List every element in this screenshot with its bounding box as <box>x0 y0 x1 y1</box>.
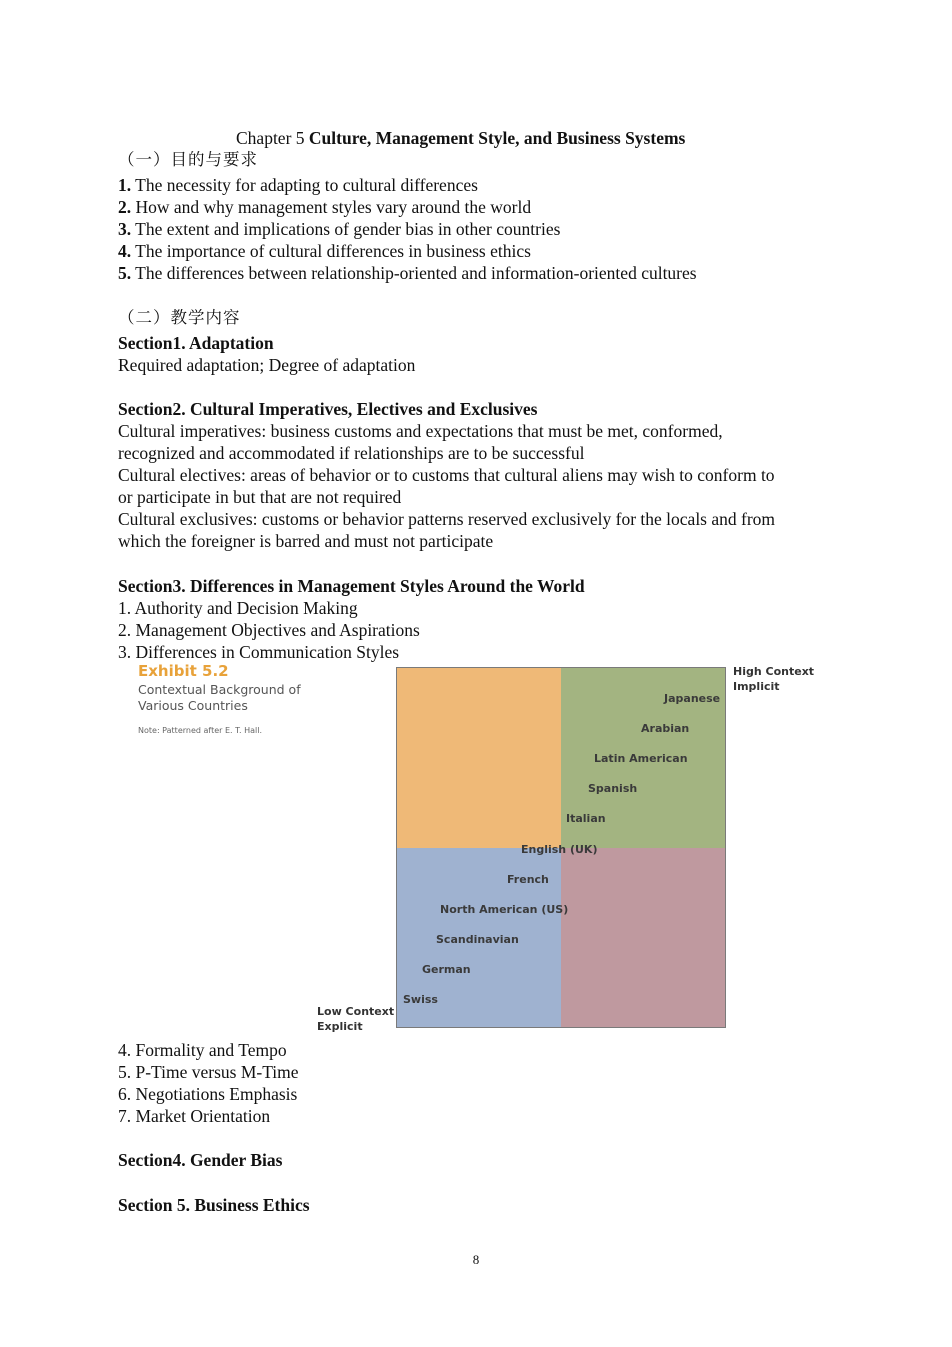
objective-num: 2. <box>118 197 132 217</box>
section2-line: Cultural imperatives: business customs and expectations that must be met, conformed, <box>118 421 723 441</box>
objective-text: The necessity for adapting to cultural differences <box>131 175 478 195</box>
section2-title: Section2. Cultural Imperatives, Electives and Exclusives <box>118 399 538 419</box>
implicit-text: Implicit <box>733 680 780 693</box>
page-number: 8 <box>472 1252 480 1267</box>
objective-text: The extent and implications of gender bias in other countries <box>131 219 561 239</box>
objective-num: 5. <box>118 263 132 283</box>
section3-item: 1. Authority and Decision Making <box>118 598 358 618</box>
section2-line: Cultural electives: areas of behavior or to customs that cultural aliens may wish to conform to <box>118 465 775 485</box>
section3-item: 7. Market Orientation <box>118 1106 271 1126</box>
objective-text: How and why management styles vary around the world <box>131 197 532 217</box>
section1-body: Required adaptation; Degree of adaptation <box>118 355 416 375</box>
section2-line: or participate in but that are not required <box>118 487 402 507</box>
objective-item <box>118 196 531 218</box>
country-label-arabian: Arabian <box>641 722 690 735</box>
objective-item <box>118 174 478 196</box>
objective-text: The differences between relationship-oriented and information-oriented cultures <box>131 263 697 283</box>
exhibit-subtitle-line1: Contextual Background of <box>138 682 301 697</box>
country-label-japanese: Japanese <box>664 692 721 705</box>
section2-line: Cultural exclusives: customs or behavior patterns reserved exclusively for the locals and from <box>118 509 776 529</box>
quadrant-bottom-right <box>561 848 725 1028</box>
section3-item: 2. Management Objectives and Aspirations <box>118 620 420 640</box>
chapter-title-text: Culture, Management Style, and Business Systems <box>308 128 686 148</box>
country-label-scandinavian: Scandinavian <box>436 933 519 946</box>
section5-title: Section 5. Business Ethics <box>118 1195 310 1215</box>
section3-item: 3. Differences in Communication Styles <box>118 642 400 662</box>
country-label-french: French <box>507 873 549 886</box>
country-label-german: German <box>422 963 471 976</box>
high-context-text: High Context <box>733 665 815 678</box>
objective-num: 1. <box>118 175 132 195</box>
country-label-swiss: Swiss <box>403 993 438 1006</box>
country-label-english-uk: English (UK) <box>521 843 598 856</box>
section3-item: 4. Formality and Tempo <box>118 1040 287 1060</box>
exhibit-title: Exhibit 5.2 <box>138 662 229 680</box>
low-context-text: Low Context <box>317 1005 395 1018</box>
explicit-text: Explicit <box>317 1020 363 1033</box>
objective-item <box>118 262 697 284</box>
exhibit-note: Note: Patterned after E. T. Hall. <box>138 726 263 735</box>
objectives-heading: （一）目的与要求 <box>118 150 258 169</box>
country-label-latin-american: Latin American <box>594 752 688 765</box>
country-label-italian: Italian <box>566 812 606 825</box>
section3-item: 5. P-Time versus M-Time <box>118 1062 299 1082</box>
country-label-spanish: Spanish <box>588 782 638 795</box>
section3-item: 6. Negotiations Emphasis <box>118 1084 298 1104</box>
chapter-title <box>236 127 685 149</box>
low-context-label <box>317 1004 394 1034</box>
objective-item <box>118 240 531 262</box>
section3-title: Section3. Differences in Management Styles Around the World <box>118 576 585 596</box>
objective-num: 4. <box>118 241 132 261</box>
section1-title: Section1. Adaptation <box>118 333 274 353</box>
objective-item <box>118 218 560 240</box>
section2-line: recognized and accommodated if relationships are to be successful <box>118 443 585 463</box>
content-heading: （二）教学内容 <box>118 308 241 327</box>
objective-text: The importance of cultural differences in business ethics <box>131 241 531 261</box>
objective-num: 3. <box>118 219 132 239</box>
exhibit-subtitle-line2: Various Countries <box>138 698 248 713</box>
country-label-north-american: North American (US) <box>440 903 569 916</box>
high-context-label <box>733 664 814 694</box>
chapter-prefix: Chapter 5 <box>236 128 309 148</box>
quadrant-top-left <box>397 668 561 848</box>
section4-title: Section4. Gender Bias <box>118 1150 283 1170</box>
section2-line: which the foreigner is barred and must not participate <box>118 531 494 551</box>
